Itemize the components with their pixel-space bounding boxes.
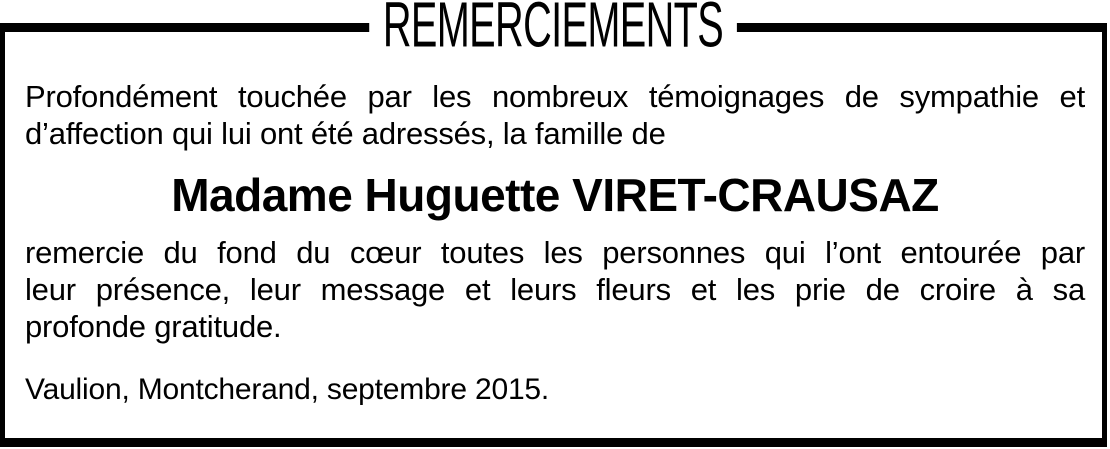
intro-line-1: Profondément touchée par les nombreux témoignages de sympathie et [25,79,1085,114]
thanks-paragraph [25,234,1085,345]
notice-title: REMERCIEMENTS [369,0,737,55]
intro-paragraph [25,78,1085,152]
thanks-line-2: leur présence, leur message et leurs fleurs et les prie de croire à sa [25,272,1085,307]
deceased-name: Madame Huguette VIRET-CRAUSAZ [171,169,939,221]
closing-places-date: Vaulion, Montcherand, septembre 2015. [25,373,550,406]
thanks-line-1: remercie du fond du cœur toutes les personnes qui l’ont entourée par [25,235,1085,270]
thanks-line-3: profonde gratitude. [25,309,282,344]
intro-line-2: d’affection qui lui ont été adressés, la famille de [25,116,666,151]
notice-content [25,78,1085,408]
